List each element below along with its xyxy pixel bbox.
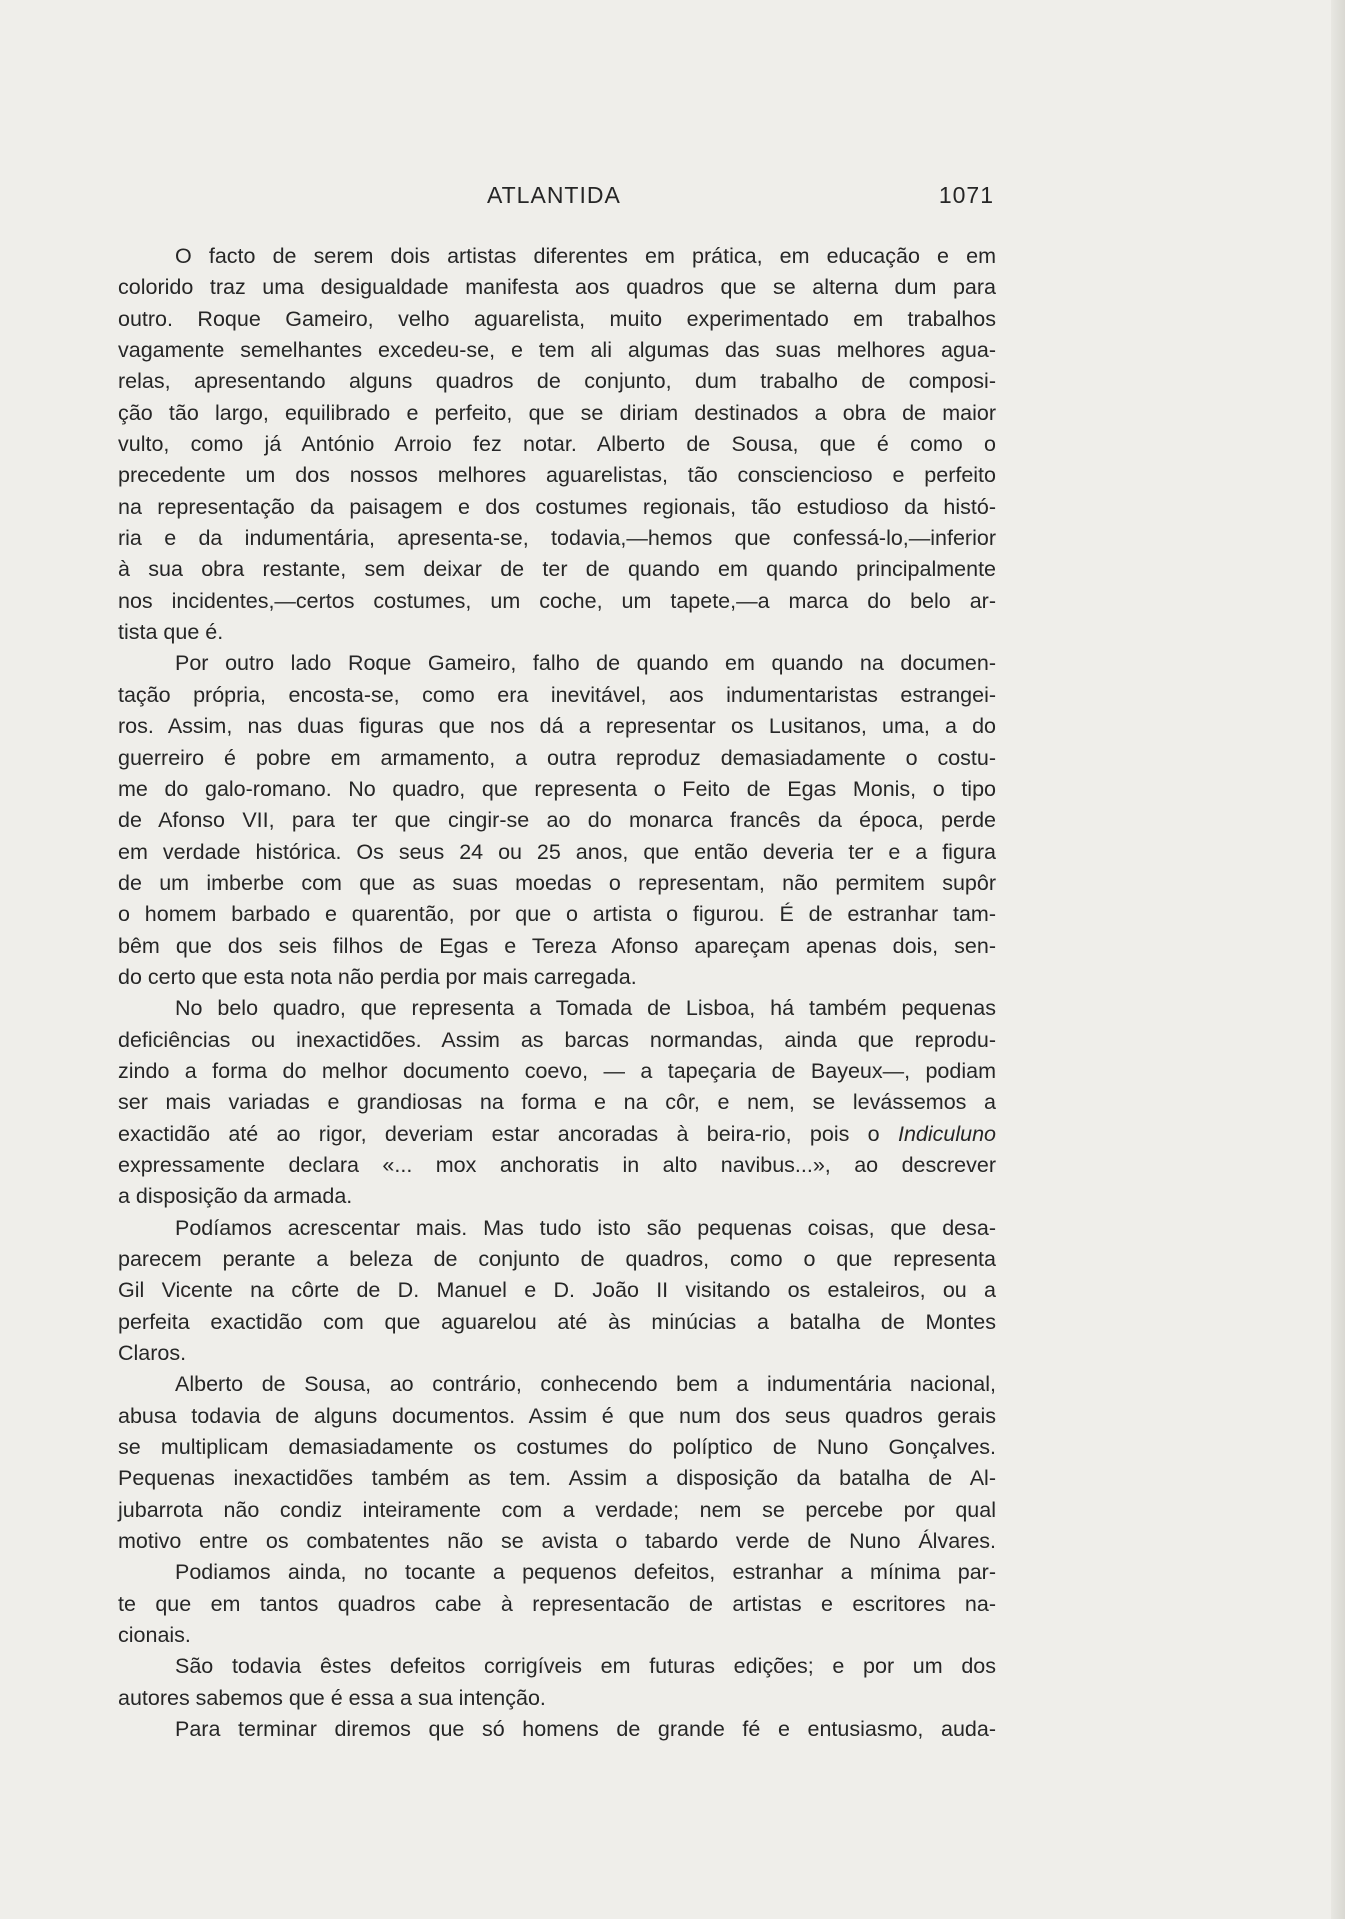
running-title: ATLANTIDA (487, 182, 621, 208)
text-line: se multiplicam demasiadamente os costumes do políptico de Nuno Gonçalves. (118, 1435, 996, 1460)
text-line: Pequenas inexactidões também as tem. Assim a disposição da batalha de Al- (118, 1466, 996, 1491)
text-line: São todavia êstes defeitos corrigíveis em futuras edições; e por um dos (175, 1654, 996, 1679)
text-line: Para terminar diremos que só homens de grande fé e entusiasmo, auda- (175, 1717, 996, 1742)
text-line: a disposição da armada. (118, 1184, 353, 1209)
text-line: do certo que esta nota não perdia por mais carregada. (118, 964, 637, 989)
text-line: te que em tantos quadros cabe à representacão de artistas e escritores na- (118, 1591, 996, 1616)
text-line: Podiamos ainda, no tocante a pequenos defeitos, estranhar a mínima par- (175, 1560, 996, 1585)
text-line: Por outro lado Roque Gameiro, falho de quando em quando na documen- (175, 651, 996, 676)
text-line: ção tão largo, equilibrado e perfeito, que se diriam destinados a obra de maior (118, 400, 996, 425)
text-line: Gil Vicente na côrte de D. Manuel e D. João II visitando os estaleiros, ou a (118, 1278, 996, 1303)
text-line: parecem perante a beleza de conjunto de quadros, como o que representa (118, 1247, 996, 1271)
text-segment: exactidão até ao rigor, deveriam estar ancoradas à beira-rio, pois o (118, 1121, 880, 1146)
text-line: zindo a forma do melhor documento coevo, — a tapeçaria de Bayeux—, podiam (118, 1058, 996, 1083)
text-line: expressamente declara «... mox anchoratis in alto navibus...», ao descrever (118, 1152, 996, 1177)
text-line: tação própria, encosta-se, como era inevitável, aos indumentaristas estrangei- (118, 682, 996, 707)
text-line: Claros. (118, 1341, 187, 1366)
text-line: guerreiro é pobre em armamento, a outra reproduz demasiadamente o costu- (118, 745, 996, 770)
text-line: de Afonso VII, para ter que cingir-se ao do monarca francês da época, perde (118, 808, 996, 833)
text-line: ria e da indumentária, apresenta-se, todavia,—hemos que confessá-lo,—inferior (118, 526, 996, 551)
text-line: tista que é. (118, 620, 224, 645)
text-line: deficiências ou inexactidões. Assim as barcas normandas, ainda que reprodu- (118, 1027, 996, 1052)
text-line: de um imberbe com que as suas moedas o representam, não permitem supôr (118, 870, 996, 895)
text-line-with-italic (118, 1119, 996, 1150)
text-line: em verdade histórica. Os seus 24 ou 25 anos, que então deveria ter e a figura (118, 839, 996, 864)
page-header (120, 178, 1000, 218)
page-edge-shadow (1331, 0, 1345, 1919)
text-line: autores sabemos que é essa a sua intenção. (118, 1685, 546, 1710)
text-line: abusa todavia de alguns documentos. Assim é que num dos seus quadros gerais (118, 1403, 996, 1428)
text-line: bêm que dos seis filhos de Egas e Tereza Afonso apareçam apenas dois, sen- (118, 933, 996, 958)
text-line: relas, apresentando alguns quadros de conjunto, dum trabalho de composi- (118, 369, 996, 394)
text-line: na representação da paisagem e dos costumes regionais, tão estudioso da histó- (118, 494, 996, 519)
text-line: me do galo-romano. No quadro, que representa o Feito de Egas Monis, o tipo (118, 776, 996, 801)
text-line: jubarrota não condiz inteiramente com a verdade; nem se percebe por qual (118, 1497, 996, 1522)
text-line: o homem barbado e quarentão, por que o artista o figurou. É de estranhar tam- (118, 902, 996, 927)
text-line: ser mais variadas e grandiosas na forma e na côr, e nem, se levássemos a (118, 1090, 996, 1115)
text-line: colorido traz uma desigualdade manifesta aos quadros que se alterna dum para (118, 275, 996, 300)
text-line: ros. Assim, nas duas figuras que nos dá a representar os Lusitanos, uma, a do (118, 714, 996, 739)
text-line: à sua obra restante, sem deixar de ter de quando em quando principalmente (118, 557, 996, 582)
text-line: O facto de serem dois artistas diferentes em prática, em educação e em (175, 244, 996, 268)
body-text (118, 241, 996, 1746)
text-line: motivo entre os combatentes não se avista o tabardo verde de Nuno Álvares. (118, 1529, 996, 1554)
text-line: Alberto de Sousa, ao contrário, conhecendo bem a indumentária nacional, (175, 1372, 996, 1397)
text-line: outro. Roque Gameiro, velho aguarelista, muito experimentado em trabalhos (118, 306, 996, 331)
text-line: vulto, como já António Arroio fez notar. Alberto de Sousa, que é como o (118, 432, 996, 457)
text-line: cionais. (118, 1623, 191, 1648)
text-line: precedente um dos nossos melhores aguarelistas, tão consciencioso e perfeito (118, 463, 996, 488)
page-number: 1071 (938, 182, 994, 208)
text-line: No belo quadro, que representa a Tomada de Lisboa, há também pequenas (175, 996, 996, 1021)
italic-term: Indiculuno (897, 1121, 996, 1146)
text-line: vagamente semelhantes excedeu-se, e tem ali algumas das suas melhores agua- (118, 338, 996, 363)
text-line: Podíamos acrescentar mais. Mas tudo isto são pequenas coisas, que desa- (175, 1215, 996, 1240)
text-line: nos incidentes,—certos costumes, um coche, um tapete,—a marca do belo ar- (118, 588, 996, 613)
text-line: perfeita exactidão com que aguarelou até às minúcias a batalha de Montes (118, 1309, 996, 1334)
